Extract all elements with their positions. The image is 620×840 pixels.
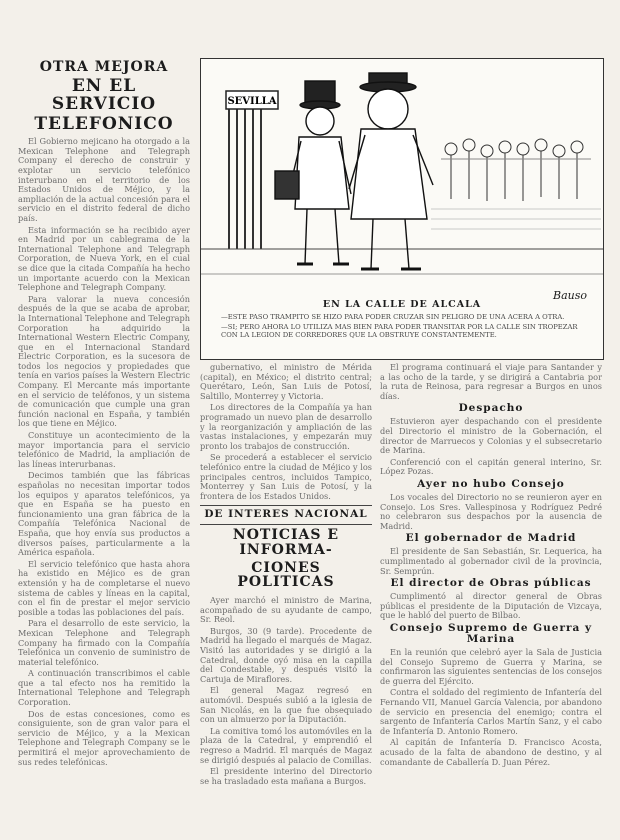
paragraph: gubernativo, el ministro de Mérida (capital), en México; el distrito central; Querétaro, León, San Luis de Potosí, Saltillo, Monterrey y Victoria. xyxy=(200,363,372,401)
paragraph: Al capitán de Infantería D. Francisco Acosta, acusado de la falta de abandono de destino, y al comandante de Caballería D. Juan Pérez. xyxy=(380,737,602,767)
article-heading-line1: NOTICIAS E INFORMA- xyxy=(232,527,340,559)
article-heading-line3: TELEFONICO xyxy=(34,114,174,135)
paragraph: Decimos también que las fábricas españolas no necesitan importar todos los equipos y aparatos telefónicos, ya que en España se ha puesto en funcionamiento una gran fábrica de la Compañía Telefónica Nacional de España, que hoy envía sus productos a diversos países, particularmente a la América española. xyxy=(18,470,190,558)
paragraph: Dos de estas concesiones, como es consiguiente, son de gran valor para el servicio de Méjico, y a la Mexican Telephone and Telegraph Company se le permitirá el mejor aprovechamiento de sus redes telefónicas. xyxy=(18,708,190,767)
paragraph: El presidente interino del Directorio se ha trasladado esta mañana a Burgos. xyxy=(200,766,372,786)
paragraph: Cumplimentó al director general de Obras públicas el presidente de la Diputación de Vizcaya, que le habló del puerto de Bilbao. xyxy=(380,591,602,621)
paragraph: Para el desarrollo de este servicio, la Mexican Telephone and Telegraph Company ha firmado con la Compañía Telefónica un convenio de suministro de material telefónico. xyxy=(18,618,190,667)
paragraph: La comitiva tomó los automóviles en la plaza de la Catedral, y emprendió el regreso a Madrid. El marqués de Magaz se dirigió después al palacio de Comillas. xyxy=(200,725,372,765)
paragraph: En la reunión que celebró ayer la Sala de Justicia del Consejo Supremo de Guerra y Marina, se confirmaron las siguientes sentencias de los consejos de guerra del Ejército. xyxy=(380,646,602,686)
paragraph: Para valorar la nueva concesión después de la que se acaba de aprobar, la International Telephone and Telegraph Corporation ha adquirido la International Western Electric Company, que en el Internacional Standard Electric Corporation, es la sucesora de todos los negocios y propiedades que tenía en varios países la Western Electric Company. El Mercante más importante en el servicio de teléfonos, y un sistema de comunicación que cumple una gran función nacional en España, y también los que tiene en Méjico. xyxy=(18,293,190,429)
cartoon-caption-line: —SI; PERO AHORA LO UTILIZA MAS BIEN PARA PODER TRANSITAR POR LA CALLE SIN TROPEZAR CON LA LEGION DE CORREDORES QUE LA OBSTRUYE CONSTANTEMENTE. xyxy=(221,323,578,339)
cartoon-caption-line: —ESTE PASO TRAMPITO SE HIZO PARA PODER CRUZAR SIN PELIGRO DE UNA ACERA A OTRA. xyxy=(221,313,565,321)
subheading-consejo: Ayer no hubo Consejo xyxy=(417,477,565,490)
paragraph: Constituye un acontecimiento de la mayor importancia para el servicio telefónico de Madrid, la ampliación de las líneas interurbanas. xyxy=(18,430,190,469)
cartoon-drawing xyxy=(201,59,603,299)
article-heading-line2: CIONES POLITICAS xyxy=(237,559,335,591)
paragraph: A continuación transcribimos el cable que a tal efecto nos ha remitido la International Telephone and Telegraph Corporation. xyxy=(18,668,190,708)
subheading-obras-publicas: El director de Obras públicas xyxy=(390,577,592,590)
section-divider xyxy=(200,524,372,525)
paragraph: El Gobierno mejicano ha otorgado a la Mexican Telephone and Telegraph Company el derecho de construir y explotar un servicio telefónico interurbano en el territorio de los Estados Unidos de Méjico, y la ampliación de la actual concesión para el servicio en el distrito federal de dicho país. xyxy=(18,136,190,223)
paragraph: Los directores de la Compañía ya han programado un nuevo plan de desarrollo y la reorganización y ampliación de las vastas instalaciones, y empezarán muy pronto los trabajos de construcción. xyxy=(200,402,372,451)
article-column-right xyxy=(380,363,602,840)
paragraph: Contra el soldado del regimiento de Infantería del Fernando VII, Manuel García Valencia, por abandono de servicio en presencia del enemigo; contra el sargento de Infantería Carlos Martín Sanz, y el cabo de Infantería D. Antonio Romero. xyxy=(380,687,602,736)
section-label: DE INTERES NACIONAL xyxy=(204,508,368,521)
paragraph: Ayer marchó el ministro de Marina, acompañado de su ayudante de campo, Sr. Reol. xyxy=(200,595,372,625)
section-divider xyxy=(200,505,372,506)
article-telefonico xyxy=(18,60,190,840)
paragraph: Esta información se ha recibido ayer en Madrid por un cablegrama de la International Telephone and Telegraph Corporation, de Nueva York, en el cual se dice que la citada Compañía ha hecho un importante acuerdo con la Mexican Telephone and Telegraph Company. xyxy=(18,224,190,293)
paragraph: El servicio telefónico que hasta ahora ha existido en Méjico es de gran extensión y ha de completarse el nuevo sistema de cables y líneas en la capital, con el fin de prestar el mejor servicio posible a todas las poblaciones del país. xyxy=(18,558,190,617)
artist-signature: Bauso xyxy=(553,289,587,302)
paragraph: El general Magaz regresó en automóvil. Después subió a la iglesia de San Nicolás, en la que fue obsequiado con un almuerzo por la Diputación. xyxy=(200,685,372,725)
paragraph: Estuvieron ayer despachando con el presidente del Directorio el ministro de la Gobernación, el director de Marruecos y Colonias y el subsecretario de Marina. xyxy=(380,416,602,456)
paragraph: El programa continuará el viaje para Santander y a las ocho de la tarde, y se dirigirá a Cantabria por la ruta de Reinosa, para regresar a Burgos en unos días. xyxy=(380,363,602,401)
paragraph: Los vocales del Directorio no se reunieron ayer en Consejo. Los Sres. Vallespinosa y Rodríguez Pedré no celebraron sus despachos por la ausencia de Madrid. xyxy=(380,491,602,531)
article-noticias-politicas xyxy=(200,363,372,840)
article-heading-line2: EN EL SERVICIO xyxy=(51,75,157,114)
cartoon-caption-title: EN LA CALLE DE ALCALA xyxy=(322,299,482,310)
paragraph: Se procederá a establecer el servicio telefónico entre la ciudad de Méjico y los principales centros, incluidos Tampico, Monterrey y San Luis de Potosí, y la frontera de los Estados Unidos. xyxy=(200,452,372,501)
paragraph: Burgos, 30 (9 tarde). Procedente de Madrid ha llegado el marqués de Magaz. Visitó las autoridades y se dirigió a la Catedral, donde oyó misa en la capilla del Condestable, y después visitó la Cartuja de Miraflores. xyxy=(200,625,372,684)
cartoon-illustration xyxy=(200,58,604,360)
street-sign-text: SEVILLA xyxy=(227,96,277,107)
paragraph: Conferenció con el capitán general interino, Sr. López Pozas. xyxy=(380,456,602,477)
subheading-despacho: Despacho xyxy=(458,402,524,415)
subheading-gobernador: El gobernador de Madrid xyxy=(405,532,577,545)
subheading-consejo-supremo: Consejo Supremo de Guerra y Marina xyxy=(389,621,593,645)
article-heading-line1: OTRA MEJORA xyxy=(39,60,169,75)
paragraph: El presidente de San Sebastián, Sr. Lequerica, ha cumplimentado al gobernador civil de la provincia, Sr. Semprún. xyxy=(380,546,602,576)
